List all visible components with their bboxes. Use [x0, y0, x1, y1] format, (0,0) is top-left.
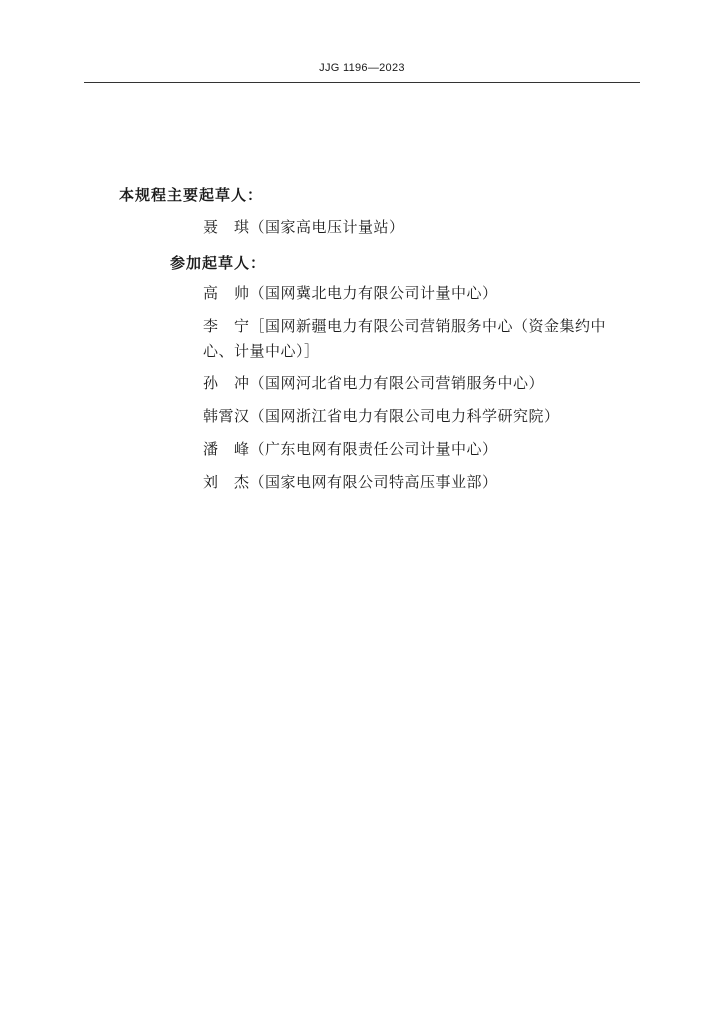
drafter-org: （国网浙江省电力有限公司电力科学研究院） [249, 407, 560, 425]
drafter-entry [203, 469, 498, 495]
drafter-entry [203, 280, 498, 306]
header-rule [84, 82, 640, 83]
drafter-name: 李 宁 [203, 317, 250, 335]
drafter-name: 刘 杰 [203, 473, 250, 491]
drafter-name: 孙 冲 [203, 374, 250, 392]
drafter-entry [203, 313, 606, 339]
drafter-org: （广东电网有限责任公司计量中心） [249, 440, 498, 458]
drafter-name: 潘 峰 [203, 440, 250, 458]
page-header-code: JJG 1196—2023 [319, 62, 405, 74]
drafter-name: 聂 琪 [203, 218, 250, 236]
drafter-org: ［国网新疆电力有限公司营销服务中心（资金集约中 [249, 317, 607, 335]
drafter-org: （国家电网有限公司特高压事业部） [249, 473, 498, 491]
drafter-org: （国网冀北电力有限公司计量中心） [249, 284, 498, 302]
drafter-entry [203, 370, 544, 396]
participating-drafters-title: 参加起草人： [170, 254, 267, 272]
drafter-name: 高 帅 [203, 284, 250, 302]
drafter-org-continuation: 心、计量中心）］ [203, 342, 320, 360]
drafter-entry [203, 436, 498, 462]
main-drafters-title: 本规程主要起草人： [119, 186, 264, 204]
main-drafter-entry [203, 214, 405, 240]
drafter-org: （国家高电压计量站） [249, 218, 405, 236]
drafter-org: （国网河北省电力有限公司营销服务中心） [249, 374, 545, 392]
drafter-entry [203, 403, 560, 429]
drafter-name: 韩霄汉 [203, 407, 250, 425]
